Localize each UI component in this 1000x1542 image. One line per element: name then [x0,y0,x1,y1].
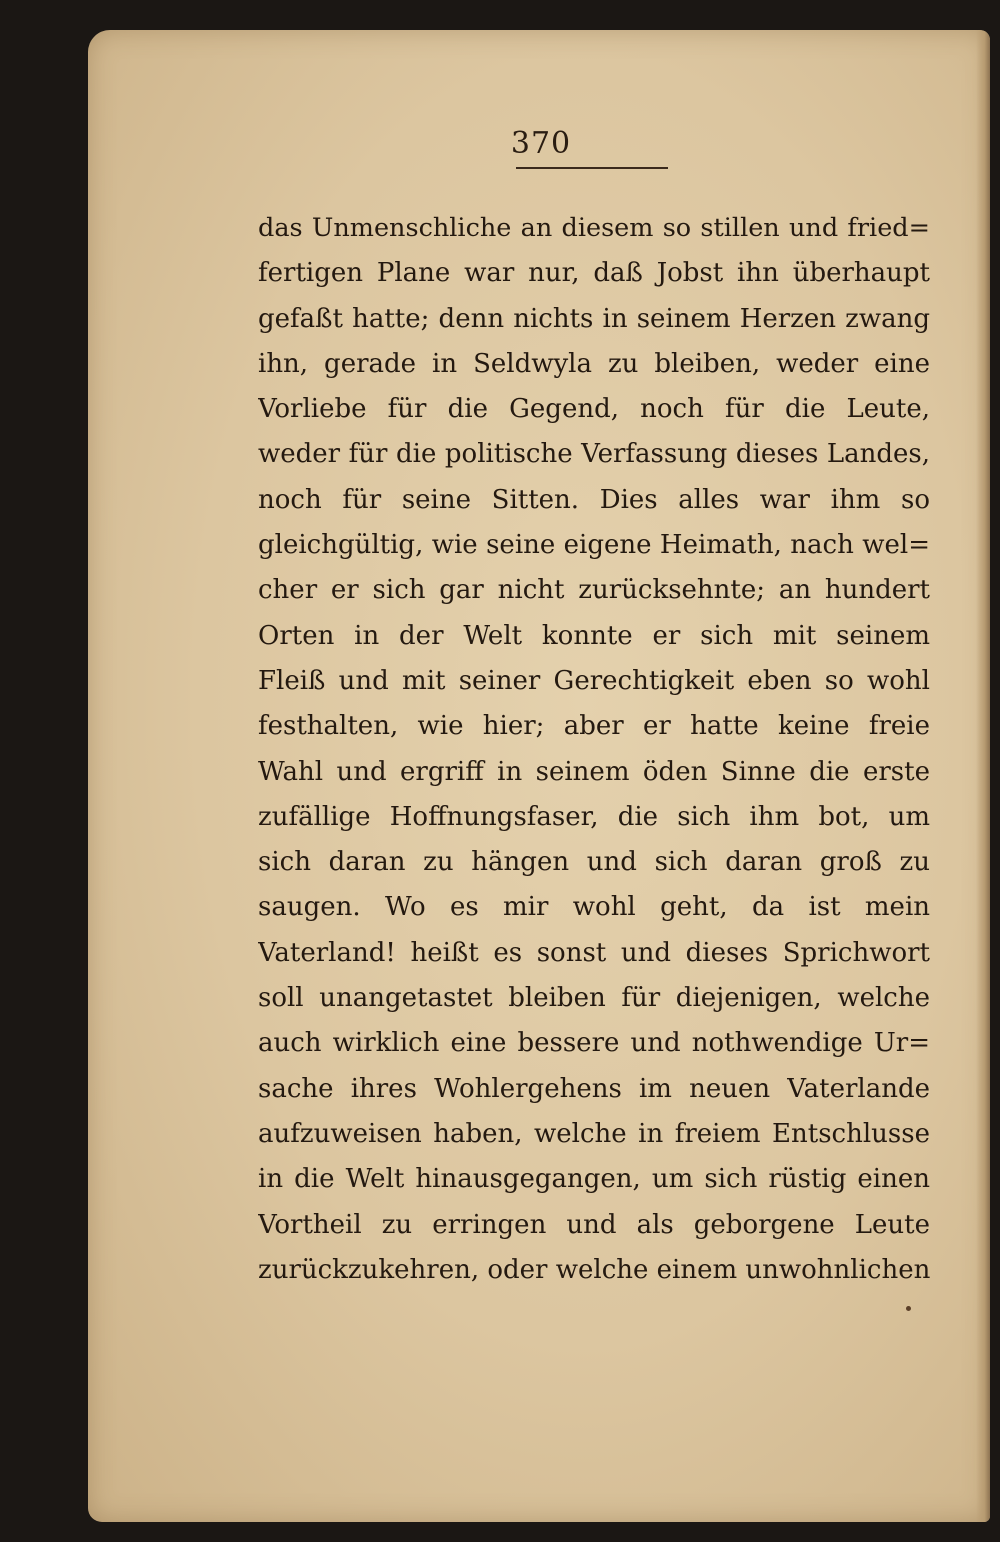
text-line: fertigen Plane war nur, daß Jobst ihn überhaupt [258,258,930,289]
text-line: zufällige Hoffnungsfaser, die sich ihm bot, um [258,801,930,832]
page-edge-shadow [976,30,990,1522]
page-number [88,126,990,161]
header-rule [516,167,668,169]
body-text [258,206,930,1293]
text-line: Orten in der Welt konnte er sich mit seinem [258,620,930,651]
ink-speck [906,1306,911,1311]
text-line: Vortheil zu erringen und als geborgene Leute [258,1209,930,1240]
text-line: gefaßt hatte; denn nichts in seinem Herzen zwang [258,303,930,334]
text-line: festhalten, wie hier; aber er hatte keine freie [258,711,930,742]
text-line: das Unmenschliche an diesem so stillen und fried= [258,213,930,243]
text-line: gleichgültig, wie seine eigene Heimath, nach wel= [258,530,930,561]
text-line: aufzuweisen haben, welche in freiem Entschlusse [258,1118,930,1149]
text-line: Vorliebe für die Gegend, noch für die Leute, [258,394,930,425]
page-number-text: 370 [510,126,572,161]
text-line: sache ihres Wohlergehens im neuen Vaterlande [258,1073,930,1104]
text-line: soll unangetastet bleiben für diejenigen, welche [258,983,930,1014]
text-line: noch für seine Sitten. Dies alles war ihm so [258,484,930,515]
text-line: weder für die politische Verfassung dieses Landes, [258,439,930,470]
text-line: sich daran zu hängen und sich daran groß zu [258,847,930,878]
text-line: ihn, gerade in Seldwyla zu bleiben, weder eine [258,348,930,379]
paper-page [88,30,990,1522]
text-line: saugen. Wo es mir wohl geht, da ist mein [258,892,930,923]
text-line: in die Welt hinausgegangen, um sich rüstig einen [258,1164,930,1195]
text-line: zurückzukehren, oder welche einem unwohnlichen [258,1254,930,1285]
text-line: Fleiß und mit seiner Gerechtigkeit eben so wohl [258,665,930,696]
text-line: Vaterland! heißt es sonst und dieses Sprichwort [258,937,930,968]
text-line: cher er sich gar nicht zurücksehnte; an hundert [258,575,930,606]
text-line: Wahl und ergriff in seinem öden Sinne die erste [258,756,930,787]
text-line: auch wirklich eine bessere und nothwendige Ur= [258,1028,930,1059]
